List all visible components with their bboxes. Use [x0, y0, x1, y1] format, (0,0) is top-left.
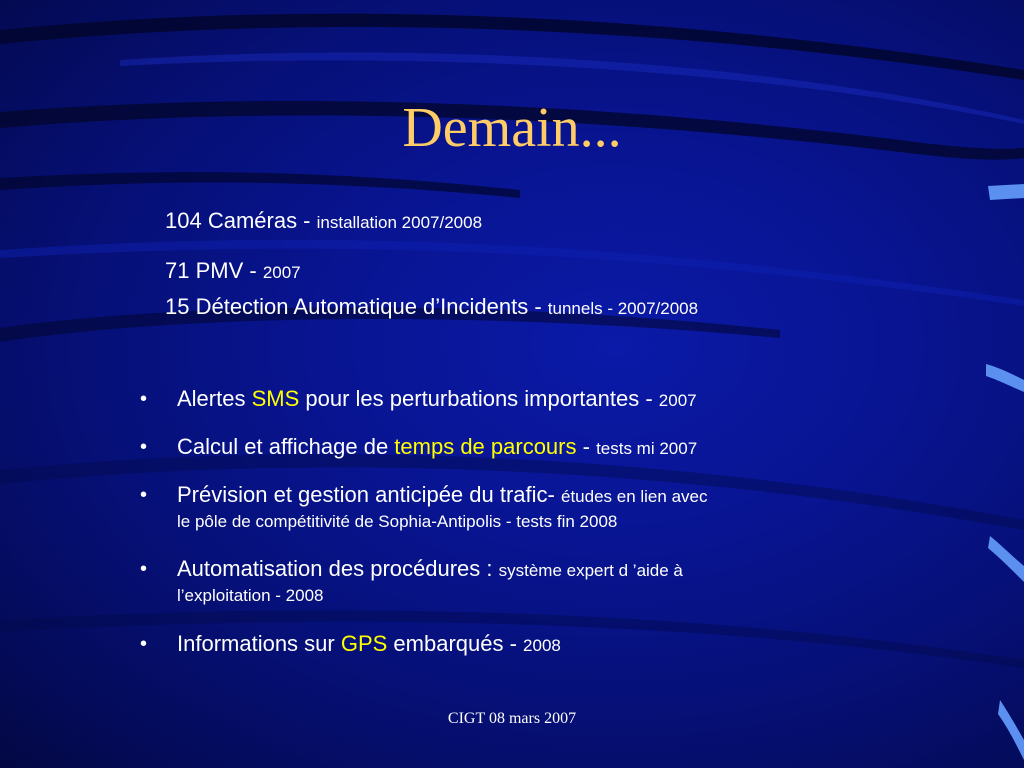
intro-main: 104 Caméras -	[165, 208, 317, 233]
intro-detail: 2007	[262, 263, 301, 282]
bullet-text: Prévision et gestion anticipée du trafic-	[177, 482, 561, 507]
bullet-dot: •	[140, 388, 148, 410]
intro-main: 15 Détection Automatique d’Incidents -	[165, 294, 548, 319]
bullet-continuation: l’exploitation - 2008	[177, 586, 324, 605]
slide-title: Demain...	[402, 97, 622, 159]
bullet-item-gps	[140, 631, 880, 659]
bullet-detail: 2007	[658, 391, 697, 410]
intro-line-pmv	[165, 260, 301, 282]
bullet-item-prevision	[140, 482, 880, 534]
bullet-text: Alertes	[177, 386, 252, 411]
bullet-dot: •	[140, 558, 148, 580]
bullet-text: Calcul et affichage de	[177, 434, 395, 459]
bullet-text: -	[576, 434, 597, 459]
bullet-dot: •	[140, 484, 148, 506]
intro-line-dai	[165, 296, 698, 318]
bullet-detail: système expert d ’aide à	[498, 561, 683, 580]
intro-main: 71 PMV -	[165, 258, 263, 283]
bullet-item-temps-de-parcours	[140, 434, 880, 462]
bullet-dot: •	[140, 633, 148, 655]
bullet-highlight: SMS	[251, 386, 300, 411]
intro-line-cameras	[165, 210, 482, 232]
bullet-continuation: le pôle de compétitivité de Sophia-Antipolis - tests fin 2008	[177, 512, 618, 531]
bullet-item-automatisation	[140, 556, 880, 608]
intro-detail: installation 2007/2008	[316, 213, 483, 232]
bullet-item-sms	[140, 386, 880, 414]
bullet-text: pour les perturbations importantes -	[299, 386, 659, 411]
bullet-detail: études en lien avec	[560, 487, 708, 506]
bullet-highlight: GPS	[340, 631, 388, 656]
bullet-detail: 2008	[523, 636, 561, 655]
slide-footer: CIGT 08 mars 2007	[447, 710, 577, 727]
intro-detail: tunnels - 2007/2008	[547, 299, 699, 318]
bullet-dot: •	[140, 436, 148, 458]
bullet-text: Informations sur	[177, 631, 341, 656]
bullet-highlight: temps de parcours	[394, 434, 577, 459]
bullet-text: Automatisation des procédures :	[177, 556, 499, 581]
bullet-detail: tests mi 2007	[596, 439, 698, 458]
bullet-text: embarqués -	[387, 631, 524, 656]
